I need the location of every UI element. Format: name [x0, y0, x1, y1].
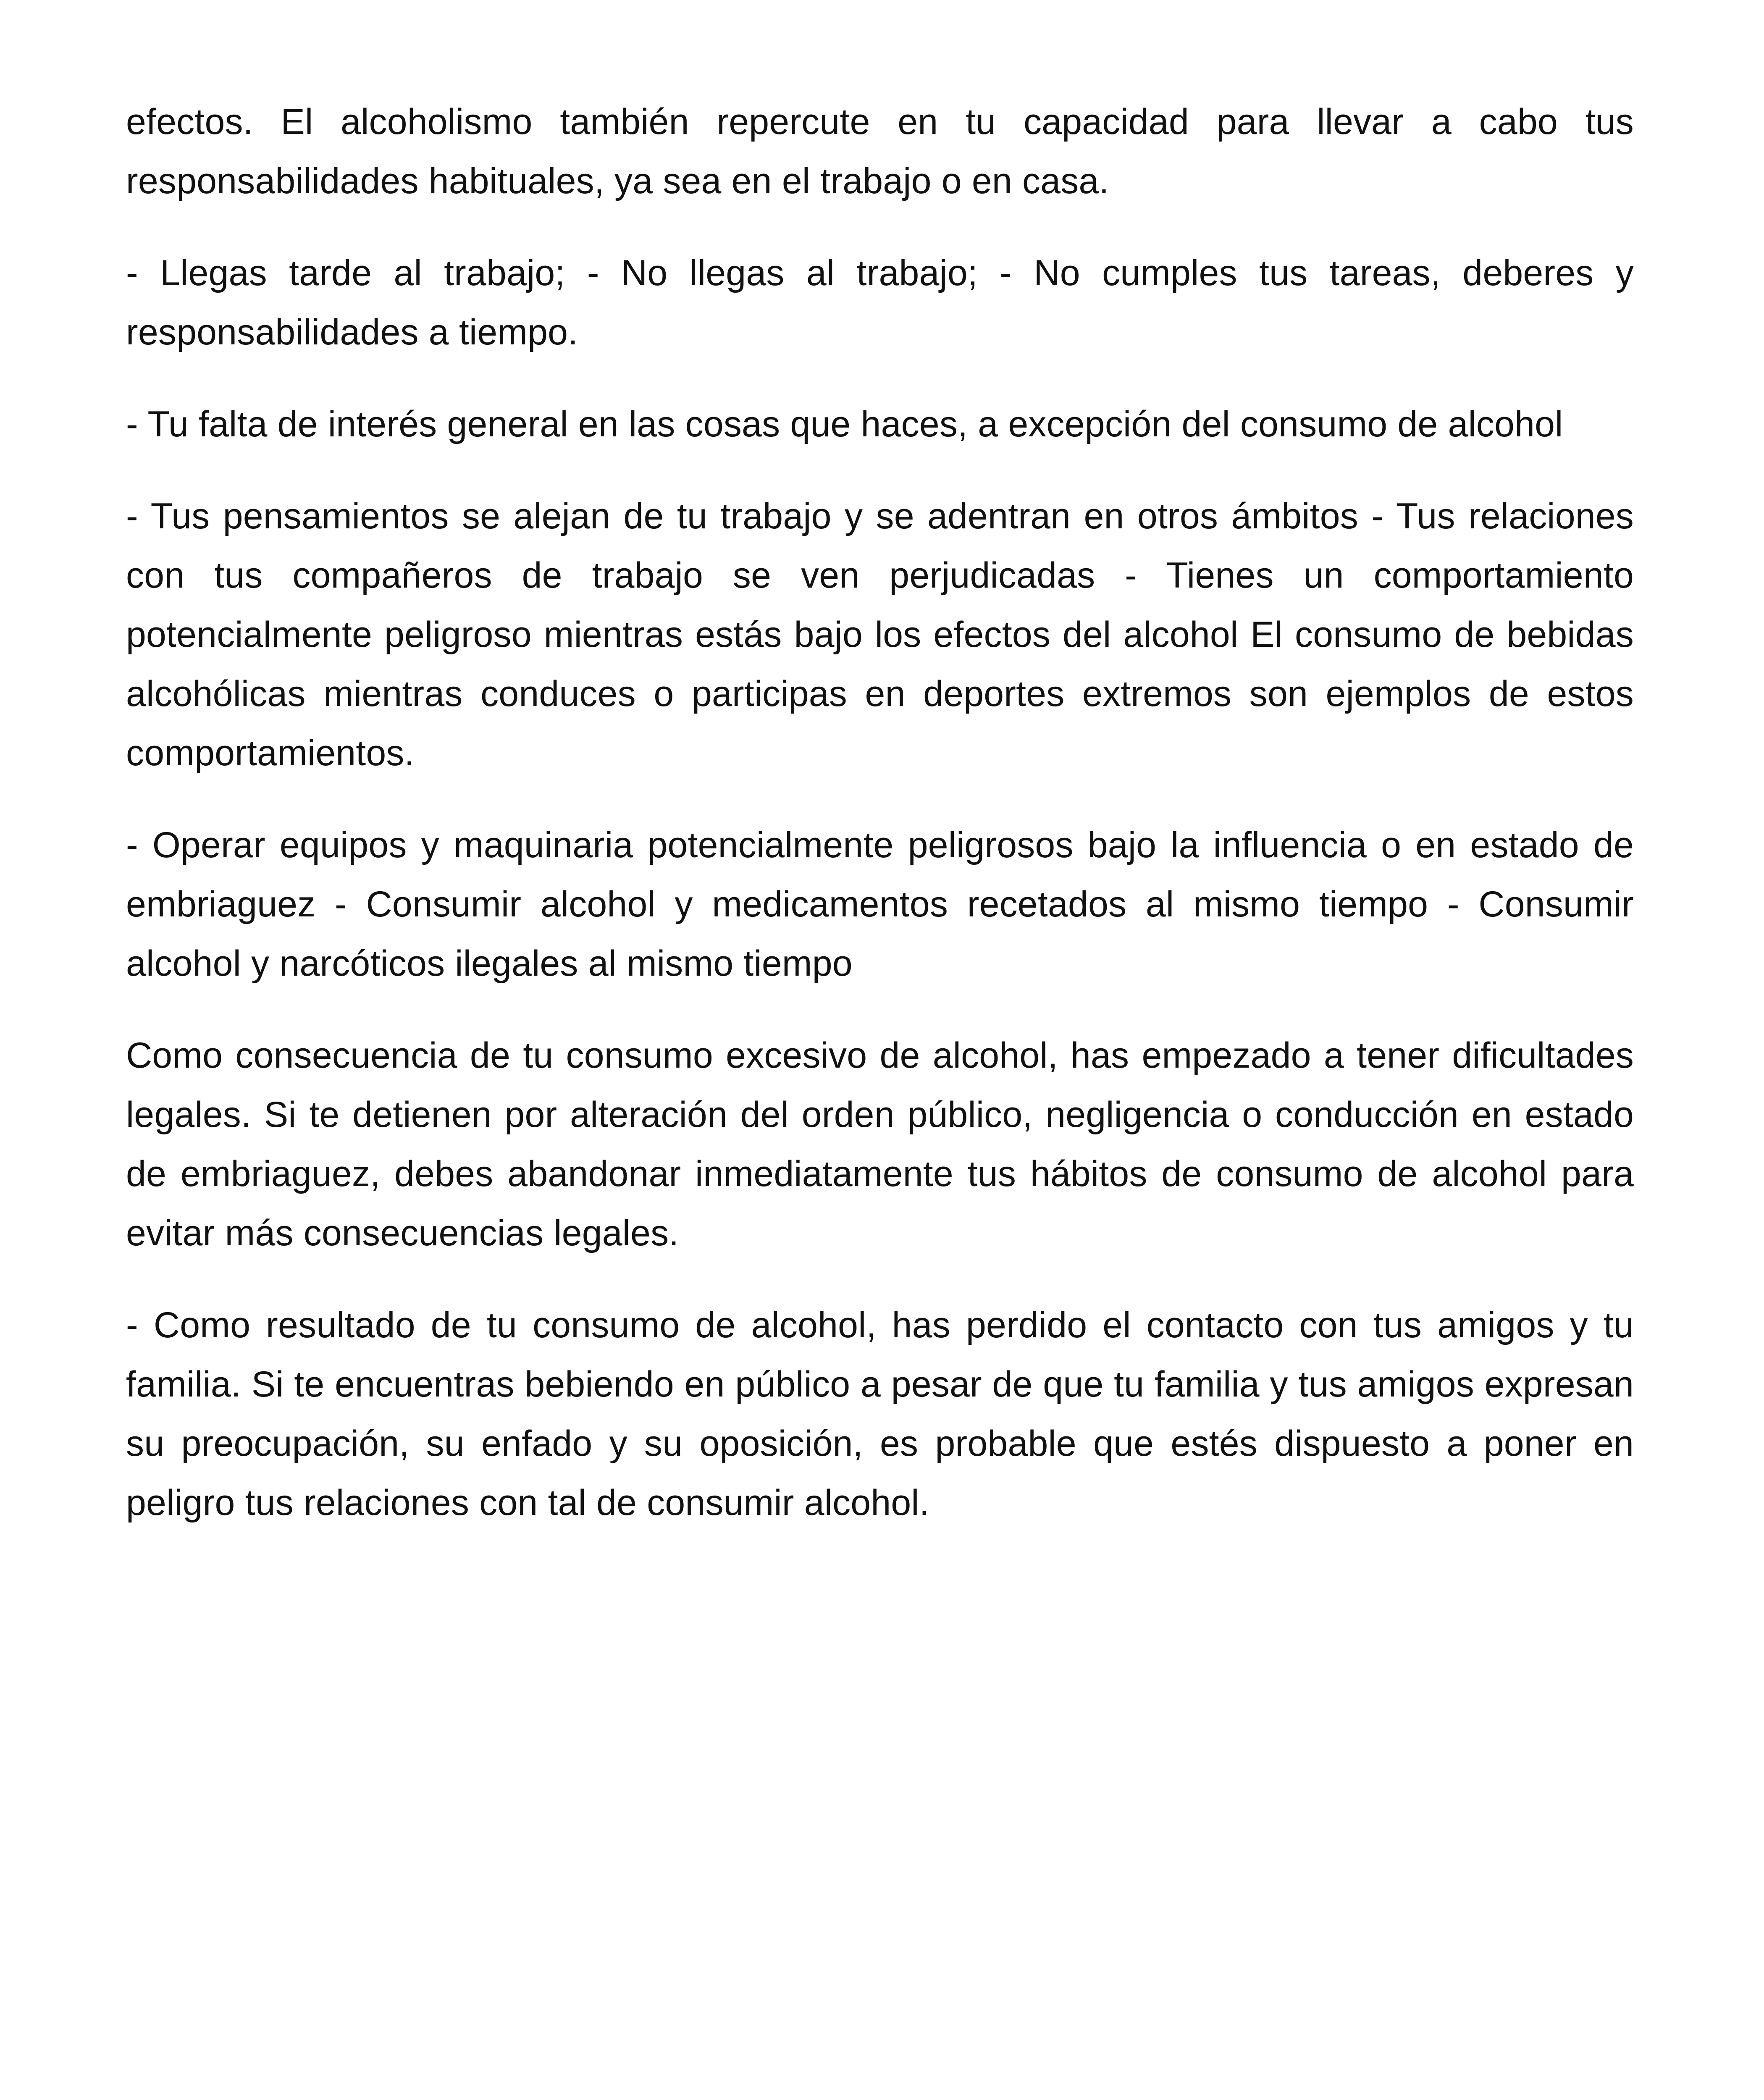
paragraph: - Llegas tarde al trabajo; - No llegas al trabajo; - No cumples tus tareas, deberes y responsabilidades a tiempo.: [126, 253, 1634, 352]
paragraph: - Tu falta de interés general en las cosas que haces, a excepción del consumo de alcohol: [126, 404, 1563, 444]
paragraph: - Tus pensamientos se alejan de tu trabajo y se adentran en otros ámbitos - Tus relaciones con tus compañeros de trabajo se ven perjudicadas - Tienes un comportamiento potencialmente peligroso mientras estás bajo los efectos del alcohol El consumo de bebidas alcohólicas mientras conduces o participas en deportes extremos son ejemplos de estos comportamientos.: [126, 496, 1634, 773]
paragraph: Como consecuencia de tu consumo excesivo de alcohol, has empezado a tener dificultades legales. Si te detienen por alteración del orden público, negligencia o conducción en estado de embriaguez, debes abandonar inmediatamente tus hábitos de consumo de alcohol para evitar más consecuencias legales.: [126, 1035, 1634, 1253]
paragraph: - Operar equipos y maquinaria potencialmente peligrosos bajo la influencia o en estado de embriaguez - Consumir alcohol y medicamentos recetados al mismo tiempo - Consumir alcohol y narcóticos ilegales al mismo tiempo: [126, 825, 1634, 984]
document-body: [126, 92, 1634, 1565]
paragraph: - Como resultado de tu consumo de alcohol, has perdido el contacto con tus amigos y tu familia. Si te encuentras bebiendo en público a pesar de que tu familia y tus amigos expresan su preocupación, su enfado y su oposición, es probable que estés dispuesto a poner en peligro tus relaciones con tal de consumir alcohol.: [126, 1305, 1634, 1523]
paragraph: efectos. El alcoholismo también repercute en tu capacidad para llevar a cabo tus responsabilidades habituales, ya sea en el trabajo o en casa.: [126, 102, 1634, 201]
